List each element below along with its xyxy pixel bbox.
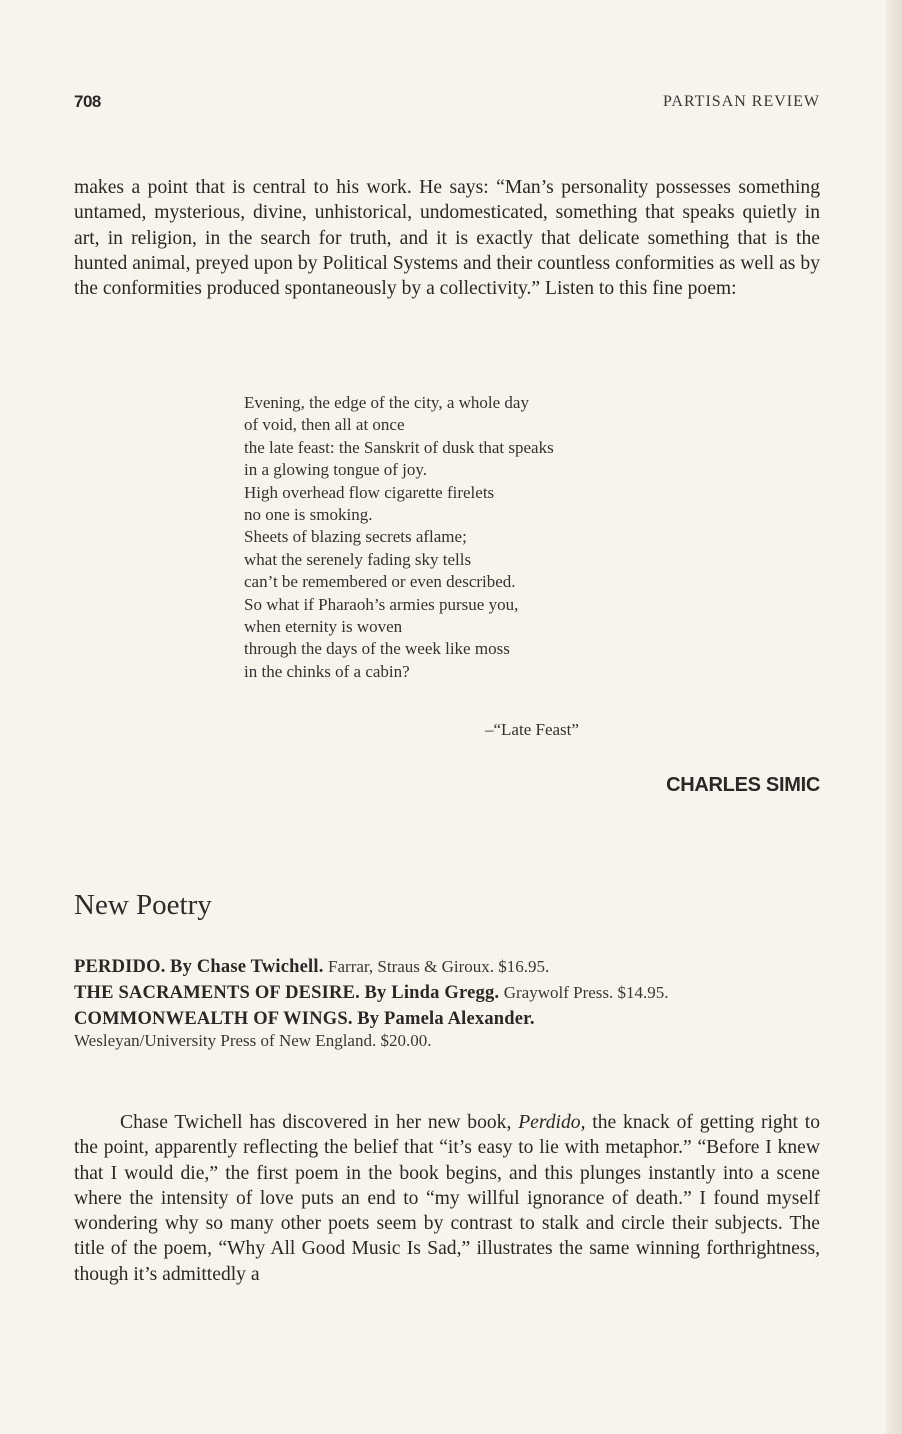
poem-line: can’t be remembered or even described. <box>244 572 516 592</box>
book-title-italic: Perdido, <box>518 1112 586 1133</box>
paragraph-text: Chase Twichell has discovered in her new book, <box>120 1112 519 1133</box>
poem-line: High overhead flow cigarette firelets <box>244 482 495 502</box>
book-entry-perdido <box>74 955 834 978</box>
poem-line: of void, then all at once <box>244 415 405 435</box>
book-title: THE SACRAMENTS OF DESIRE. <box>74 983 360 1003</box>
book-entry-sacraments-of-desire <box>74 981 834 1004</box>
review-author-signature: CHARLES SIMIC <box>666 774 820 796</box>
book-publisher: Farrar, Straus & Giroux. $16.95. <box>328 957 550 976</box>
running-head: PARTISAN REVIEW <box>662 93 820 110</box>
book-publisher: Graywolf Press. $14.95. <box>503 983 669 1002</box>
page-edge-shadow <box>886 0 902 1434</box>
book-title: PERDIDO. <box>74 957 166 977</box>
book-author: By Chase Twichell. <box>170 957 324 977</box>
book-entry-commonwealth-of-wings <box>74 1007 834 1052</box>
poem-line: Evening, the edge of the city, a whole day <box>244 393 529 412</box>
paragraph-text: the knack of getting right to the point, apparently reflecting the belief that “it’s easy to lie with metaphor.” “Before I knew that I would die,” the first poem in the book begins, and this plunges instantly into a scene where the intensity of love puts an end to “my willful ignorance of death.” I found myself wondering why so many other poets seem by contrast to stalk and circle their subjects. The title of the poem, “Why All Good Music Is Sad,” illustrates the same winning forthrightness, though it’s admittedly a <box>74 1112 820 1285</box>
poem-line: the late feast: the Sanskrit of dusk that speaks <box>244 437 554 457</box>
poem-line: no one is smoking. <box>244 505 373 525</box>
poem-line: in the chinks of a cabin? <box>244 661 410 681</box>
book-publisher: Wesleyan/University Press of New England. $20.00. <box>74 1031 432 1050</box>
body-paragraph-1: makes a point that is central to his work. He says: “Man’s personality possesses something untamed, mysterious, divine, unhistorical, undomesticated, something that speaks quietly in art, in religion, in the search for truth, and it is exactly that delicate something that is the hunted animal, preyed upon by Political Systems and their countless conformities as well as by the conformities produced spontaneously by a collectivity.” Listen to this fine poem: <box>74 177 820 300</box>
poem-line: what the serenely fading sky tells <box>244 549 472 569</box>
book-list <box>74 955 834 1055</box>
page-number: 708 <box>74 92 101 111</box>
poem-line: Sheets of blazing secrets aflame; <box>244 527 467 547</box>
poem-line: So what if Pharaoh’s armies pursue you, <box>244 594 519 614</box>
section-title: New Poetry <box>74 889 212 921</box>
poem-block <box>244 392 664 683</box>
book-author: By Linda Gregg. <box>364 983 500 1003</box>
poem-line: when eternity is woven <box>244 617 403 637</box>
poem-line: through the days of the week like moss <box>244 639 510 659</box>
book-author: By Pamela Alexander. <box>357 1009 535 1029</box>
body-paragraph-2 <box>74 1110 820 1287</box>
poem-line: in a glowing tongue of joy. <box>244 460 428 480</box>
page-header <box>74 92 820 118</box>
book-title: COMMONWEALTH OF WINGS. <box>74 1009 353 1029</box>
poem-title: –“Late Feast” <box>485 720 579 739</box>
